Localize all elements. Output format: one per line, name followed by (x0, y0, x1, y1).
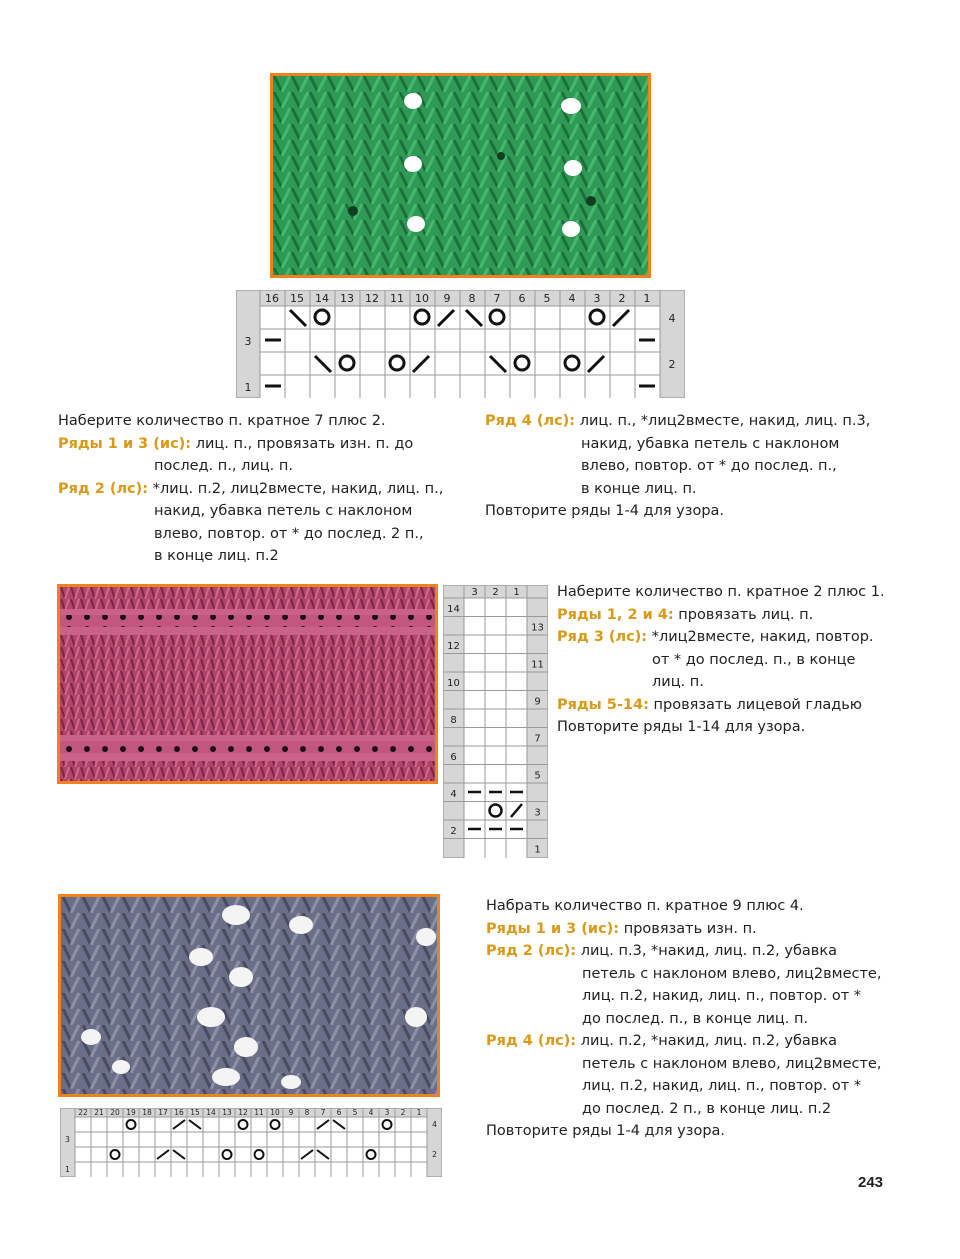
p3-col-label: 21 (94, 1108, 104, 1117)
p3-col-label: 5 (352, 1108, 358, 1117)
p1-col-label: 4 (568, 292, 576, 305)
p2-row-label: 7 (534, 733, 541, 745)
p2-rows514-text: провязать лицевой гладью (648, 696, 863, 713)
p3-col-label: 3 (384, 1108, 390, 1117)
p1-col-label: 13 (340, 292, 354, 305)
p3-intro: Набрать количество п. кратное 9 плюс 4. (486, 898, 804, 914)
p3-rows13-heading: Ряды 1 и 3 (ис): (486, 920, 620, 937)
p3-row2-cont: лиц. п.2, накид, лиц. п., повтор. от * (582, 988, 862, 1004)
p3-row2 (486, 940, 881, 963)
p2-row-label: 6 (450, 752, 457, 763)
p3-col-label: 12 (238, 1108, 248, 1117)
p2-row-label: 1 (534, 844, 541, 856)
p2-row3 (557, 626, 885, 649)
p3-row-label: 2 (432, 1150, 437, 1159)
p2-rows514 (557, 694, 885, 717)
p1-col-label: 14 (315, 292, 329, 305)
p2-intro: Наберите количество п. кратное 2 плюс 1. (557, 584, 885, 600)
p3-row4-cont: лиц. п.2, накид, лиц. п., повтор. от * (582, 1078, 862, 1094)
p3-col-label: 18 (142, 1108, 152, 1117)
p3-col-label: 22 (78, 1108, 88, 1117)
p3-col-label: 1 (416, 1108, 422, 1117)
p1-rows13-text: лиц. п., провязать изн. п. до (191, 435, 414, 452)
gray-lace-swatch-photo (58, 894, 440, 1097)
p2-col-label: 1 (513, 587, 520, 598)
p1-row-label: 3 (244, 335, 252, 348)
p1-row-label: 1 (244, 381, 252, 394)
p2-row-label: 4 (450, 789, 457, 800)
p2-row-label: 5 (534, 770, 541, 782)
p2-row-label: 14 (447, 604, 460, 615)
p2-rows124-heading: Ряды 1, 2 и 4: (557, 606, 674, 623)
p1-row-label: 4 (668, 312, 676, 325)
p2-row3-text: *лиц2вместе, накид, повтор. (647, 629, 874, 645)
p1-row2-heading: Ряд 2 (лс): (58, 480, 149, 497)
p1-row2 (58, 478, 443, 501)
p3-col-label: 11 (254, 1108, 264, 1117)
p1-repeat: Повторите ряды 1-4 для узора. (485, 503, 725, 519)
p1-row4 (485, 410, 870, 433)
pattern1-instructions-left (58, 410, 443, 568)
pattern3-instructions (486, 895, 881, 1143)
p3-col-label: 9 (288, 1108, 294, 1117)
p1-rows13-cont: послед. п., лиц. п. (154, 458, 293, 474)
p1-intro: Наберите количество п. кратное 7 плюс 2. (58, 413, 386, 429)
p3-col-label: 4 (368, 1108, 374, 1117)
pink-eyelet-swatch-photo (57, 584, 438, 784)
p3-row4 (486, 1030, 881, 1053)
p3-col-label: 13 (222, 1108, 232, 1117)
p3-col-label: 19 (126, 1108, 136, 1117)
p2-row3-cont: от * до послед. п., в конце (652, 651, 856, 668)
p1-col-label: 1 (643, 292, 651, 305)
p2-row-label: 12 (447, 641, 460, 652)
p2-col-label: 3 (471, 587, 478, 598)
p3-col-label: 7 (320, 1108, 326, 1117)
p1-col-label: 5 (543, 292, 551, 305)
p1-row4-cont: в конце лиц. п. (581, 480, 697, 497)
page-number: 243 (858, 1174, 884, 1191)
p3-col-label: 2 (400, 1108, 406, 1117)
p3-col-label: 10 (270, 1108, 280, 1117)
pattern3-chart (60, 1108, 442, 1177)
p1-row2-cont: влево, повтор. от * до послед. 2 п., (154, 525, 424, 542)
p1-row4-heading: Ряд 4 (лс): (485, 413, 576, 429)
p3-col-label: 8 (304, 1108, 310, 1117)
p3-col-label: 14 (206, 1108, 216, 1117)
p3-row2-cont: до послед. п., в конце лиц. п. (582, 1010, 809, 1027)
p3-row-label: 1 (65, 1165, 70, 1174)
p3-col-label: 20 (110, 1108, 120, 1117)
p1-row2-cont: накид, убавка петель с наклоном (154, 503, 413, 519)
p1-col-label: 7 (493, 292, 501, 305)
p1-row4-cont: накид, убавка петель с наклоном (581, 435, 840, 452)
p1-row2-text: *лиц. п.2, лиц2вместе, накид, лиц. п., (148, 480, 444, 497)
p1-col-label: 15 (290, 292, 304, 305)
p1-row-label: 2 (668, 358, 676, 371)
p2-row3-heading: Ряд 3 (лс): (557, 629, 648, 645)
p2-row-label: 2 (450, 826, 457, 837)
p3-row4-text: лиц. п.2, *накид, лиц. п.2, убавка (576, 1033, 837, 1049)
pattern2-instructions (557, 581, 885, 739)
p1-col-label: 6 (518, 292, 526, 305)
p2-rows514-heading: Ряды 5-14: (557, 696, 649, 713)
p3-row2-text: лиц. п.3, *накид, лиц. п.2, убавка (576, 943, 837, 959)
p3-row4-cont: петель с наклоном влево, лиц2вместе, (582, 1055, 882, 1072)
p1-col-label: 10 (415, 292, 429, 305)
p3-row-label: 4 (432, 1120, 437, 1129)
p3-col-label: 15 (190, 1108, 200, 1117)
p1-rows13-heading: Ряды 1 и 3 (ис): (58, 435, 192, 452)
p3-rows13 (486, 918, 881, 941)
p1-col-label: 12 (365, 292, 379, 305)
p2-col-label: 2 (492, 587, 499, 598)
p3-col-label: 16 (174, 1108, 184, 1117)
p3-col-label: 6 (336, 1108, 342, 1117)
p2-rows124 (557, 604, 885, 627)
p2-repeat: Повторите ряды 1-14 для узора. (557, 719, 806, 735)
p3-row4-heading: Ряд 4 (лс): (486, 1033, 577, 1049)
p1-col-label: 11 (390, 292, 404, 305)
p1-col-label: 2 (618, 292, 626, 305)
p3-repeat: Повторите ряды 1-4 для узора. (486, 1123, 726, 1139)
p1-col-label: 16 (265, 292, 279, 305)
pattern2-chart (443, 585, 548, 858)
green-lace-swatch-photo (270, 73, 651, 278)
p1-row2-cont: в конце лиц. п.2 (154, 548, 279, 564)
pattern1-instructions-right (485, 410, 870, 523)
p1-col-label: 9 (443, 292, 451, 305)
p2-row-label: 9 (534, 696, 541, 708)
p3-row2-cont: петель с наклоном влево, лиц2вместе, (582, 965, 882, 982)
p1-row4-cont: влево, повтор. от * до послед. п., (581, 458, 837, 474)
p3-col-label: 17 (158, 1108, 168, 1117)
p2-row-label: 8 (450, 715, 457, 726)
p1-row4-text: лиц. п., *лиц2вместе, накид, лиц. п.3, (575, 413, 871, 429)
p2-row-label: 13 (531, 622, 544, 634)
p3-row2-heading: Ряд 2 (лс): (486, 943, 577, 959)
p1-col-label: 3 (593, 292, 601, 305)
p3-row4-cont: до послед. 2 п., в конце лиц. п.2 (582, 1100, 832, 1117)
p1-rows13 (58, 433, 443, 456)
p2-row3-cont: лиц. п. (652, 674, 704, 690)
pattern1-chart (236, 290, 685, 398)
p2-row-label: 3 (534, 807, 541, 819)
p2-rows124-text: провязать лиц. п. (673, 606, 814, 623)
p2-row-label: 11 (531, 659, 544, 671)
p3-row-label: 3 (65, 1135, 70, 1144)
p3-rows13-text: провязать изн. п. (619, 920, 757, 937)
p1-col-label: 8 (468, 292, 476, 305)
p2-row-label: 10 (447, 678, 460, 689)
